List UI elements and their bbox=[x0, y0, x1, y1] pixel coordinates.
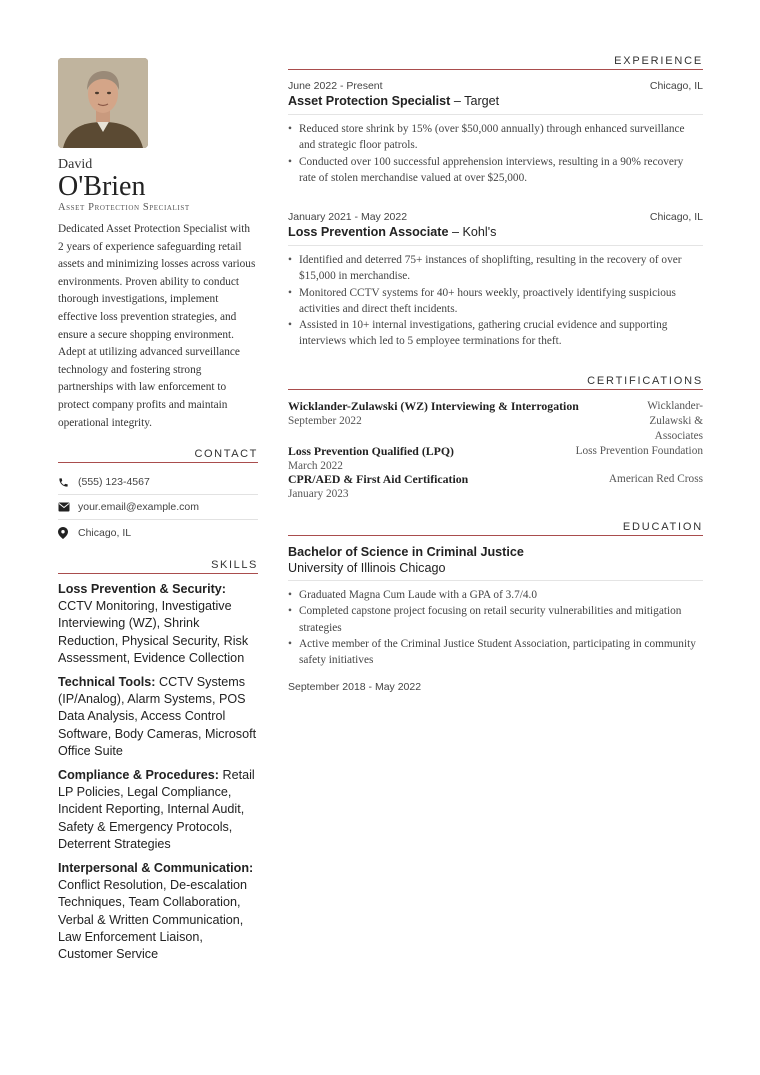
contact-list bbox=[58, 470, 258, 545]
experience-heading: EXPERIENCE bbox=[288, 55, 703, 70]
job-entry bbox=[288, 80, 703, 186]
certifications-heading: CERTIFICATIONS bbox=[288, 375, 703, 390]
envelope-icon bbox=[58, 502, 78, 512]
map-pin-icon bbox=[58, 527, 78, 539]
job-entry bbox=[288, 211, 703, 350]
skill-group bbox=[58, 674, 260, 760]
skill-group-text: Conflict Resolution, De-escalation Techniques, Team Collaboration, Verbal & Written Communication, Law Enforcement Liaison, Customer Service bbox=[58, 878, 247, 962]
job-dates: June 2022 - Present bbox=[288, 80, 383, 92]
skill-group-label: Technical Tools: bbox=[58, 675, 156, 690]
bullet-item: • Active member of the Criminal Justice Student Association, participating in community safety initiatives bbox=[288, 636, 703, 669]
profile-column bbox=[58, 58, 258, 432]
bullet-item: • Assisted in 10+ internal investigations, gathering crucial evidence and supporting interviews which led to 5 employee terminations for theft. bbox=[288, 317, 703, 350]
cert-name: Wicklander-Zulawski (WZ) Interviewing & Interrogation bbox=[288, 399, 579, 413]
skills-heading: SKILLS bbox=[58, 559, 258, 574]
skill-group-label: Interpersonal & Communication: bbox=[58, 861, 254, 876]
bullet-item: • Completed capstone project focusing on retail security vulnerabilities and mitigation strategies bbox=[288, 603, 703, 636]
phone-icon bbox=[58, 477, 78, 488]
cert-issuer: Wicklander-Zulawski & Associates bbox=[647, 400, 703, 442]
bullet-item: • Identified and deterred 75+ instances of shoplifting, resulting in the recovery of over $15,000 in merchandise. bbox=[288, 252, 703, 285]
skill-group bbox=[58, 860, 260, 963]
phone-text[interactable]: (555) 123-4567 bbox=[78, 476, 150, 488]
skill-group-label: Loss Prevention & Security: bbox=[58, 582, 226, 596]
cert-date: March 2022 bbox=[288, 460, 343, 472]
job-bullets bbox=[288, 252, 703, 350]
job-role: Asset Protection Specialist bbox=[288, 94, 451, 108]
contact-phone bbox=[58, 470, 258, 495]
job-location: Chicago, IL bbox=[649, 80, 703, 92]
cert-issuer: Loss Prevention Foundation bbox=[575, 445, 703, 457]
certification-item bbox=[288, 472, 703, 502]
job-title: Asset Protection Specialist bbox=[58, 202, 190, 213]
skill-group-text: CCTV Systems (IP/Analog), Alarm Systems, POS Data Analysis, Access Control Software, Body Cameras, Microsoft Office Suite bbox=[58, 675, 257, 758]
edu-degree: Bachelor of Science in Criminal Justice bbox=[288, 545, 524, 559]
job-company: – Target bbox=[450, 94, 500, 108]
edu-dates: September 2018 - May 2022 bbox=[288, 681, 422, 694]
education-entry bbox=[288, 545, 703, 693]
portrait-image bbox=[58, 58, 148, 148]
cert-date: January 2023 bbox=[288, 488, 349, 500]
profile-photo bbox=[58, 58, 148, 148]
job-title-line bbox=[288, 94, 703, 115]
bullet-item: • Monitored CCTV systems for 40+ hours weekly, proactively identifying suspicious activities and direct theft incidents. bbox=[288, 285, 703, 318]
edu-school: University of Illinois Chicago bbox=[288, 561, 703, 581]
email-text[interactable]: your.email@example.com bbox=[78, 501, 199, 513]
first-name: David bbox=[58, 157, 93, 172]
contact-email bbox=[58, 495, 258, 520]
skill-group-text: Retail LP Policies, Legal Compliance, Incident Reporting, Internal Audit, Safety & Emergency Protocols, Deterrent Strategies bbox=[58, 768, 255, 851]
skill-group-text: CCTV Monitoring, Investigative Interviewing (WZ), Shrink Reduction, Physical Security, Risk Assessment, Evidence Collection bbox=[58, 599, 249, 665]
certification-item bbox=[288, 399, 703, 444]
cert-name: CPR/AED & First Aid Certification bbox=[288, 472, 469, 486]
certification-item bbox=[288, 444, 703, 474]
skill-group bbox=[58, 767, 260, 853]
bullet-item: • Reduced store shrink by 15% (over $50,000 annually) through enhanced surveillance and strategic floor patrols. bbox=[288, 121, 703, 154]
location-text: Chicago, IL bbox=[78, 526, 132, 539]
skill-group bbox=[58, 581, 260, 667]
job-meta bbox=[288, 211, 703, 223]
job-meta bbox=[288, 80, 703, 92]
summary: Dedicated Asset Protection Specialist with 2 years of experience safeguarding retail assets and minimizing losses across various environments. Proven ability to conduct thorough investigations, implement effective loss prevention strategies, and ensure a secure shopping environment. Adept at utilizing advanced surveillance technology and fostering strong partnerships with law enforcement to protect company profits and maintain operational integrity. bbox=[58, 223, 256, 429]
bullet-item: • Conducted over 100 successful apprehension interviews, resulting in a 90% recovery rate of stolen merchandise valued at over $25,000. bbox=[288, 154, 703, 187]
cert-name: Loss Prevention Qualified (LPQ) bbox=[288, 444, 454, 458]
cert-date: September 2022 bbox=[288, 415, 362, 427]
contact-location bbox=[58, 520, 258, 545]
bullet-item: • Graduated Magna Cum Laude with a GPA of 3.7/4.0 bbox=[288, 587, 703, 603]
job-dates: January 2021 - May 2022 bbox=[288, 211, 408, 223]
job-company: – Kohl's bbox=[448, 225, 497, 239]
edu-bullets bbox=[288, 587, 703, 668]
job-title-line bbox=[288, 225, 703, 246]
last-name: O'Brien bbox=[58, 171, 146, 202]
job-role: Loss Prevention Associate bbox=[288, 225, 449, 239]
job-bullets bbox=[288, 121, 703, 186]
skills-list bbox=[58, 581, 260, 970]
skill-group-label: Compliance & Procedures: bbox=[58, 768, 219, 783]
education-heading: EDUCATION bbox=[288, 521, 703, 536]
contact-heading: CONTACT bbox=[58, 448, 258, 463]
cert-issuer: American Red Cross bbox=[608, 473, 703, 485]
job-location: Chicago, IL bbox=[649, 211, 703, 223]
